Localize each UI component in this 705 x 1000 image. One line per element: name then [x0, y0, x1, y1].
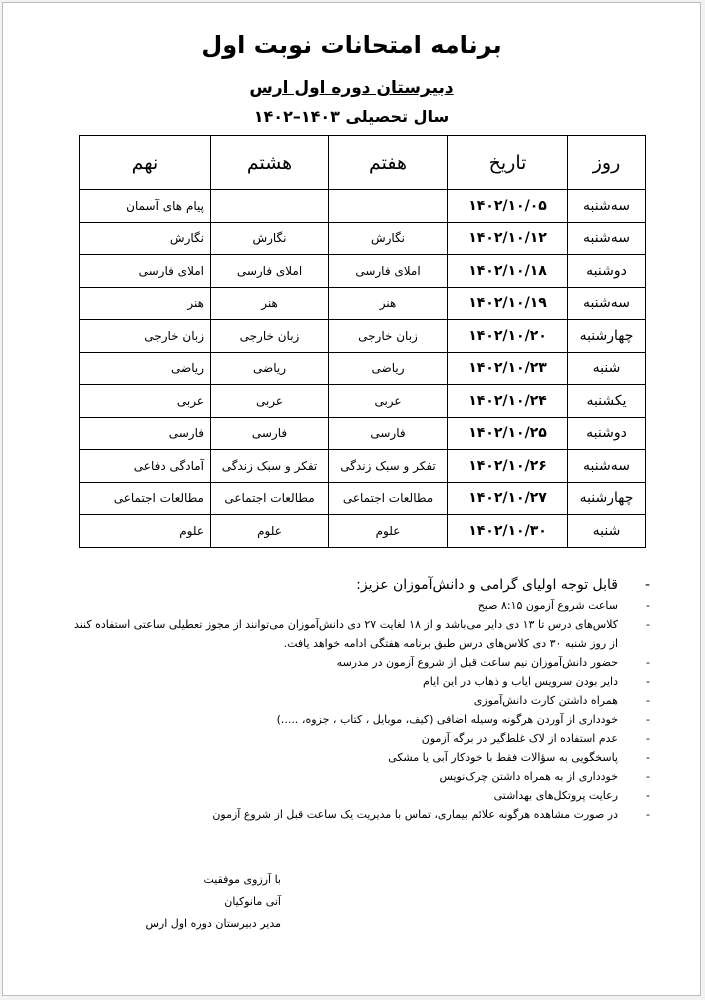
cell-grade9: آمادگی دفاعی — [80, 450, 211, 483]
cell-grade8: نگارش — [211, 222, 329, 255]
cell-grade7: ریاضی — [329, 352, 448, 385]
table-row — [80, 287, 646, 320]
note-item-continuation: از روز شنبه ۳۰ دی کلاس‌های درس طبق برنامه هفتگی ادامه خواهد یافت. — [283, 637, 618, 650]
cell-grade9: مطالعات اجتماعی — [80, 482, 211, 515]
academic-year: سال تحصیلی ۱۴۰۳–۱۴۰۲ — [253, 107, 450, 126]
cell-day: چهارشنبه — [568, 482, 646, 515]
cell-day: دوشنبه — [568, 255, 646, 288]
cell-grade8: مطالعات اجتماعی — [211, 482, 329, 515]
table-row — [80, 222, 646, 255]
cell-day: سه‌شنبه — [568, 222, 646, 255]
note-item: - کلاس‌های درس تا ۱۳ دی دایر می‌باشد و از ۱۸ لغایت ۲۷ دی دانش‌آموزان می‌توانند از مجوز تعطیلی ساعتی استفاده کنند از روز شنبه ۳۰ دی کلاس‌های درس طبق برنامه هفتگی ادامه خواهد یافت. — [43, 618, 658, 650]
cell-grade9: نگارش — [80, 222, 211, 255]
table-row — [80, 417, 646, 450]
cell-grade9: فارسی — [80, 417, 211, 450]
cell-date: ۱۴۰۲/۱۰/۰۵ — [448, 190, 568, 223]
exam-schedule-table — [79, 135, 646, 548]
school-name — [3, 78, 700, 98]
cell-day: چهارشنبه — [568, 320, 646, 353]
notes-section — [43, 577, 658, 827]
cell-date: ۱۴۰۲/۱۰/۳۰ — [448, 515, 568, 548]
notes-intro — [43, 577, 658, 593]
table-row — [80, 320, 646, 353]
cell-date: ۱۴۰۲/۱۰/۲۳ — [448, 352, 568, 385]
note-item: - حضور دانش‌آموزان نیم ساعت قبل از شروع آزمون در مدرسه — [336, 656, 650, 669]
cell-day: سه‌شنبه — [568, 190, 646, 223]
table-row — [80, 515, 646, 548]
cell-grade7: علوم — [329, 515, 448, 548]
exam-schedule-page — [2, 2, 701, 996]
cell-date: ۱۴۰۲/۱۰/۱۲ — [448, 222, 568, 255]
page-title: برنامه امتحانات نوبت اول — [201, 31, 502, 59]
cell-grade7: مطالعات اجتماعی — [329, 482, 448, 515]
cell-day: دوشنبه — [568, 417, 646, 450]
cell-day: شنبه — [568, 515, 646, 548]
signature-role: مدیر دبیرستان دوره اول ارس — [145, 917, 281, 930]
cell-grade7 — [329, 190, 448, 223]
cell-grade9: املای فارسی — [80, 255, 211, 288]
signature-wish: با آرزوی موفقیت — [203, 873, 281, 886]
cell-grade8: عربی — [211, 385, 329, 418]
note-item: - خودداری از به همراه داشتن چرک‌نویس — [439, 770, 650, 783]
cell-grade8: املای فارسی — [211, 255, 329, 288]
column-header-grade9: نهم — [80, 136, 211, 190]
note-item: - در صورت مشاهده هرگونه علائم بیماری، تماس با مدیریت یک ساعت قبل از شروع آزمون — [212, 808, 650, 821]
cell-date: ۱۴۰۲/۱۰/۱۸ — [448, 255, 568, 288]
signature-name: آنی مانوکیان — [224, 895, 281, 908]
cell-grade8: فارسی — [211, 417, 329, 450]
cell-grade8: تفکر و سبک زندگی — [211, 450, 329, 483]
table-row — [80, 352, 646, 385]
cell-grade9: پیام های آسمان — [80, 190, 211, 223]
cell-grade9: علوم — [80, 515, 211, 548]
cell-grade8: ریاضی — [211, 352, 329, 385]
table-row — [80, 450, 646, 483]
note-item: - رعایت پروتکل‌های بهداشتی — [493, 789, 650, 802]
column-header-date: تاریخ — [448, 136, 568, 190]
column-header-day: روز — [568, 136, 646, 190]
cell-grade7: هنر — [329, 287, 448, 320]
cell-date: ۱۴۰۲/۱۰/۲۵ — [448, 417, 568, 450]
cell-grade7: تفکر و سبک زندگی — [329, 450, 448, 483]
notes-intro-text: قابل توجه اولیای گرامی و دانش‌آموزان عزیز: — [356, 577, 618, 593]
cell-date: ۱۴۰۲/۱۰/۲۷ — [448, 482, 568, 515]
note-item: - دایر بودن سرویس ایاب و ذهاب در این ایام — [423, 675, 650, 688]
bullet-dash: - — [644, 577, 650, 593]
table-header-row — [80, 136, 646, 190]
cell-grade7: فارسی — [329, 417, 448, 450]
school-name-text: دبیرستان دوره اول ارس — [249, 78, 454, 98]
table-row — [80, 482, 646, 515]
notes-list — [43, 599, 658, 821]
cell-grade9: ریاضی — [80, 352, 211, 385]
cell-grade8: علوم — [211, 515, 329, 548]
cell-grade8 — [211, 190, 329, 223]
cell-grade8: زبان خارجی — [211, 320, 329, 353]
cell-date: ۱۴۰۲/۱۰/۲۶ — [448, 450, 568, 483]
cell-grade7: زبان خارجی — [329, 320, 448, 353]
signature-block — [121, 869, 281, 935]
cell-date: ۱۴۰۲/۱۰/۲۴ — [448, 385, 568, 418]
cell-day: سه‌شنبه — [568, 287, 646, 320]
cell-grade8: هنر — [211, 287, 329, 320]
table-row — [80, 255, 646, 288]
cell-grade7: عربی — [329, 385, 448, 418]
cell-day: سه‌شنبه — [568, 450, 646, 483]
table-row — [80, 385, 646, 418]
cell-grade7: نگارش — [329, 222, 448, 255]
cell-day: شنبه — [568, 352, 646, 385]
table-row — [80, 190, 646, 223]
cell-date: ۱۴۰۲/۱۰/۱۹ — [448, 287, 568, 320]
note-item: - عدم استفاده از لاک غلط‌گیر در برگه آزمون — [421, 732, 650, 745]
cell-date: ۱۴۰۲/۱۰/۲۰ — [448, 320, 568, 353]
column-header-grade7: هفتم — [329, 136, 448, 190]
cell-grade9: عربی — [80, 385, 211, 418]
cell-grade9: هنر — [80, 287, 211, 320]
note-item: - پاسخگویی به سؤالات فقط با خودکار آبی یا مشکی — [388, 751, 650, 764]
cell-day: یکشنبه — [568, 385, 646, 418]
note-item: - همراه داشتن کارت دانش‌آموزی — [473, 694, 650, 707]
cell-grade7: املای فارسی — [329, 255, 448, 288]
cell-grade9: زبان خارجی — [80, 320, 211, 353]
column-header-grade8: هشتم — [211, 136, 329, 190]
note-item: - خودداری از آوردن هرگونه وسیله اضافی (کیف، موبایل ، کتاب ، جزوه، .....) — [276, 713, 650, 726]
note-item: - ساعت شروع آزمون ۸:۱۵ صبح — [477, 599, 650, 612]
